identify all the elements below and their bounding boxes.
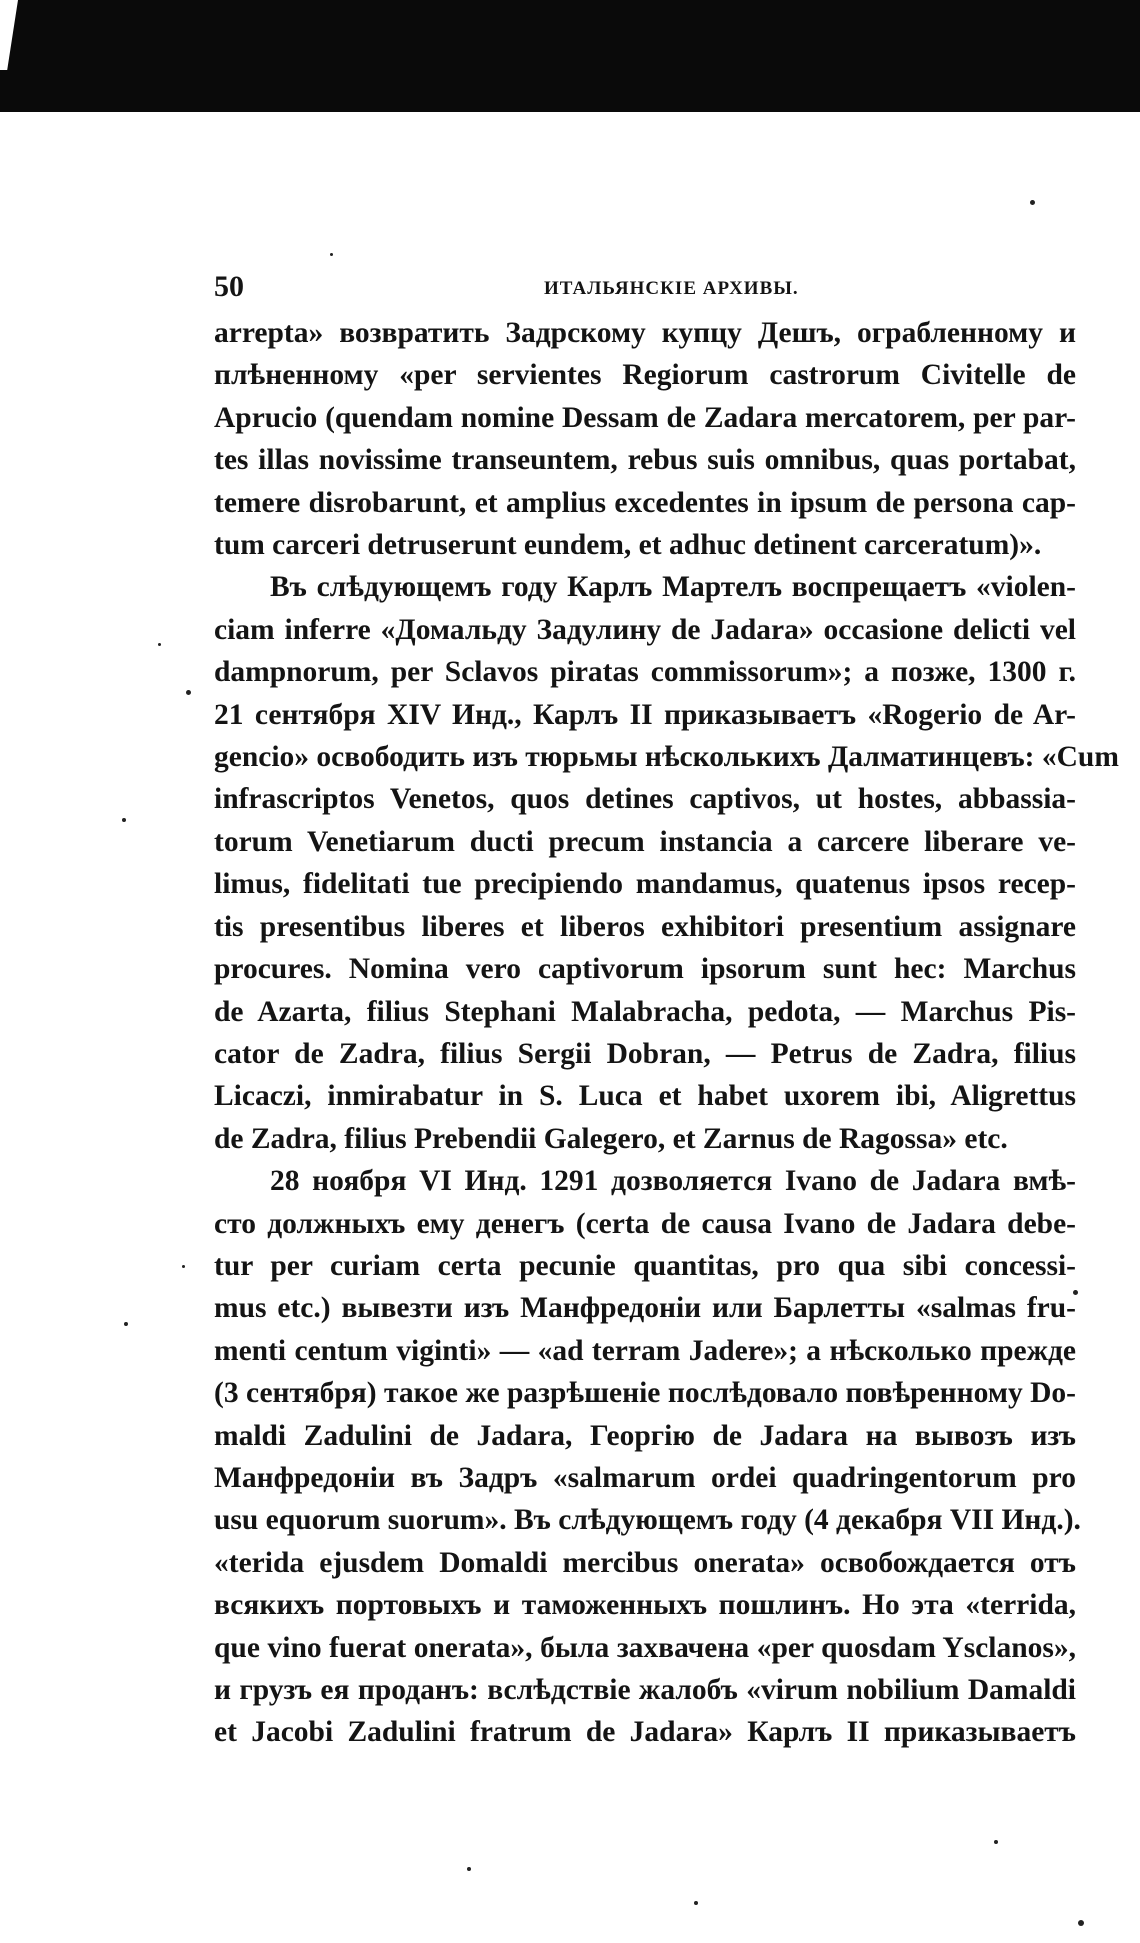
scan-top-dark-band xyxy=(0,0,1140,112)
text-line: limus, fidelitati tue precipiendo mandamus, quatenus ipsos recep- xyxy=(214,868,1076,901)
scan-speck xyxy=(124,1322,128,1326)
text-line: Манфредоніи въ Задръ «salmarum ordei quadringentorum pro xyxy=(214,1461,1076,1494)
text-line: maldi Zadulini de Jadara, Георгію de Jadara на вывозъ изъ xyxy=(214,1419,1076,1452)
scan-speck xyxy=(186,690,191,695)
scan-speck xyxy=(467,1867,471,1871)
text-line: «terida ejusdem Domaldi mercibus onerata» освобождается отъ xyxy=(214,1546,1076,1579)
scan-speck xyxy=(158,643,161,646)
text-line: cator de Zadra, filius Sergii Dobran, — Petrus de Zadra, filius xyxy=(214,1037,1076,1070)
text-line: 28 ноября VI Инд. 1291 дозволяется Ivano de Jadara вмѣ- xyxy=(270,1165,1076,1198)
text-line: arrepta» возвратить Задрскому купцу Дешъ, ограбленному и xyxy=(214,317,1076,349)
text-line: и грузъ ея проданъ: вслѣдствіе жалобъ «virum nobilium Damaldi xyxy=(214,1674,1076,1706)
page-number: 50 xyxy=(214,270,244,303)
text-line: dampnorum, per Sclavos piratas commissorum»; а позже, 1300 г. xyxy=(214,656,1076,689)
text-line: de Zadra, filius Prebendii Galegero, et Zarnus de Ragossa» etc. xyxy=(214,1122,1008,1155)
text-line: tes illas novissime transeuntem, rebus suis omnibus, quas portabat, xyxy=(214,444,1076,477)
text-line: Licaczi, inmirabatur in S. Luca et habet uxorem ibi, Aligrettus xyxy=(214,1080,1076,1113)
text-line: 21 сентября XIV Инд., Карлъ II приказываетъ «Rogerio de Ar- xyxy=(214,698,1076,731)
paragraph-2 xyxy=(214,566,1119,1160)
running-head xyxy=(214,258,1076,312)
scan-speck xyxy=(694,1901,698,1905)
text-line: et Jacobi Zadulini fratrum de Jadara» Карлъ II приказываетъ xyxy=(214,1716,1076,1749)
text-line: gencio» освободить изъ тюрьмы нѣсколькихъ Далматинцевъ: «Cum xyxy=(214,741,1119,774)
text-line: сто должныхъ ему денегъ (certa de causa Ivano de Jadara debe- xyxy=(214,1207,1076,1240)
scan-speck xyxy=(122,818,126,822)
scan-speck xyxy=(1078,1920,1084,1926)
text-line: de Azarta, filius Stephani Malabracha, pedota, — Marchus Pis- xyxy=(214,995,1076,1028)
text-line: mus etc.) вывезти изъ Манфредоніи или Барлетты «salmas fru- xyxy=(214,1292,1076,1325)
text-line: ciam inferre «Домальду Задулину de Jadara» occasione delicti vel xyxy=(214,613,1076,646)
text-line: menti centum viginti» — «ad terram Jadere»; а нѣсколько прежде xyxy=(214,1334,1076,1367)
text-line: procures. Nomina vero captivorum ipsorum sunt hec: Marchus xyxy=(214,953,1076,986)
text-line: tum carceri detruserunt eundem, et adhuc detinent carceratum)». xyxy=(214,529,1042,562)
text-line: torum Venetiarum ducti precum instancia a carcere liberare ve- xyxy=(214,825,1076,858)
text-line: tur per curiam certa pecunie quantitas, pro qua sibi concessi- xyxy=(214,1249,1076,1282)
scan-speck xyxy=(1030,200,1035,205)
text-line: infrascriptos Venetos, quos detines captivos, ut hostes, abbassia- xyxy=(214,783,1076,816)
text-line: (3 сентября) такое же разрѣшеніе послѣдовало повѣренному Do- xyxy=(214,1377,1076,1410)
text-line: usu equorum suorum». Въ слѣдующемъ году (4 декабря VII Инд.). xyxy=(214,1504,1081,1537)
scan-speck xyxy=(330,253,333,256)
scan-speck xyxy=(994,1840,998,1844)
text-line: Въ слѣдующемъ году Карлъ Мартелъ воспрещаетъ «violen- xyxy=(270,571,1076,604)
text-line: tis presentibus liberes et liberos exhibitori presentium assignare xyxy=(214,910,1076,943)
text-line: temere disrobarunt, et amplius excedentes in ipsum de persona cap- xyxy=(214,486,1076,519)
text-line: Aprucio (quendam nomine Dessam de Zadara mercatorem, per par- xyxy=(214,401,1076,434)
text-line: que vino fuerat onerata», была захвачена «per quosdam Ysclanos», xyxy=(214,1631,1076,1664)
scan-speck xyxy=(182,1265,185,1268)
book-page xyxy=(214,258,1119,1754)
text-line: плѣненному «per servientes Regiorum castrorum Civitelle de xyxy=(214,359,1076,392)
paragraph-3 xyxy=(214,1160,1081,1754)
paragraph-1 xyxy=(214,312,1076,566)
text-line: всякихъ портовыхъ и таможенныхъ пошлинъ. Но эта «terrida, xyxy=(214,1589,1076,1622)
running-title: ИТАЛЬЯНСКІЕ АРХИВЫ. xyxy=(544,278,799,299)
